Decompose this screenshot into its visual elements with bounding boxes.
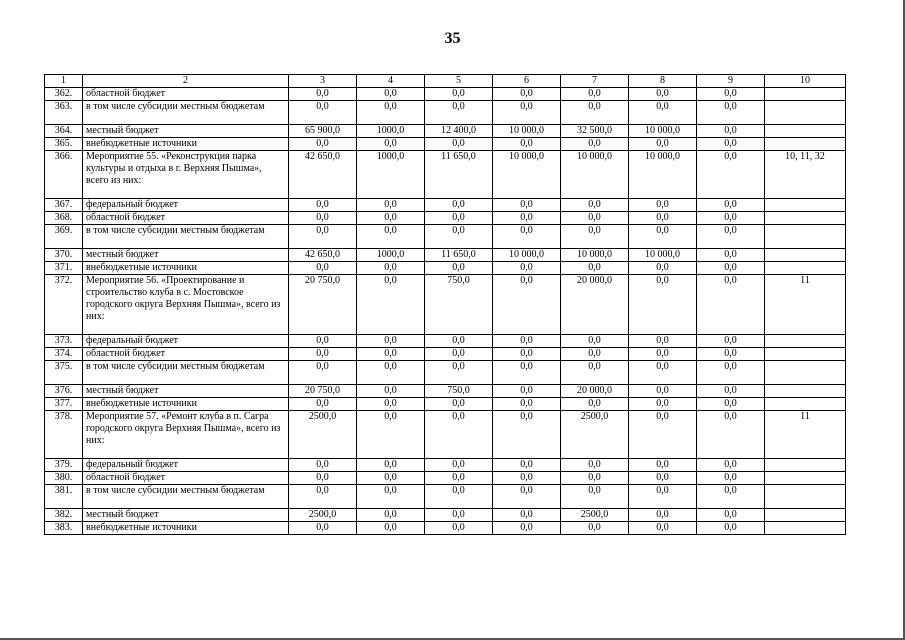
table-row: [45, 398, 846, 411]
year-value: 0,0: [493, 385, 561, 398]
row-description: внебюджетные источники: [83, 398, 289, 411]
year-value: 10 000,0: [629, 151, 697, 199]
year-value: 0,0: [425, 199, 493, 212]
table-row: [45, 385, 846, 398]
total-value: 2500,0: [289, 411, 357, 459]
year-value: 0,0: [629, 348, 697, 361]
target-indicators: [765, 88, 846, 101]
year-value: 0,0: [357, 138, 425, 151]
year-value: 0,0: [629, 509, 697, 522]
column-header: 1: [45, 75, 83, 88]
row-description: местный бюджет: [83, 509, 289, 522]
year-value: 0,0: [697, 361, 765, 385]
year-value: 0,0: [425, 262, 493, 275]
table-row: [45, 509, 846, 522]
total-value: 0,0: [289, 88, 357, 101]
table-row: [45, 348, 846, 361]
total-value: 0,0: [289, 138, 357, 151]
target-indicators: [765, 361, 846, 385]
year-value: 1000,0: [357, 151, 425, 199]
total-value: 0,0: [289, 485, 357, 509]
year-value: 0,0: [493, 522, 561, 535]
year-value: 0,0: [629, 212, 697, 225]
year-value: 0,0: [561, 459, 629, 472]
table-body: [45, 88, 846, 535]
row-number: 380.: [45, 472, 83, 485]
year-value: 0,0: [493, 101, 561, 125]
total-value: 0,0: [289, 459, 357, 472]
target-indicators: 10, 11, 32: [765, 151, 846, 199]
year-value: 0,0: [697, 385, 765, 398]
total-value: 20 750,0: [289, 275, 357, 335]
year-value: 0,0: [425, 88, 493, 101]
year-value: 0,0: [357, 361, 425, 385]
year-value: 0,0: [697, 151, 765, 199]
total-value: 0,0: [289, 348, 357, 361]
row-description: в том числе субсидии местным бюджетам: [83, 101, 289, 125]
year-value: 0,0: [697, 459, 765, 472]
year-value: 0,0: [425, 509, 493, 522]
year-value: 750,0: [425, 385, 493, 398]
total-value: 0,0: [289, 212, 357, 225]
year-value: 2500,0: [561, 509, 629, 522]
year-value: 0,0: [357, 225, 425, 249]
year-value: 0,0: [357, 275, 425, 335]
target-indicators: [765, 199, 846, 212]
table-row: [45, 335, 846, 348]
row-description: местный бюджет: [83, 125, 289, 138]
year-value: 0,0: [629, 101, 697, 125]
year-value: 0,0: [561, 361, 629, 385]
year-value: 0,0: [697, 262, 765, 275]
year-value: 0,0: [425, 485, 493, 509]
year-value: 10 000,0: [561, 249, 629, 262]
year-value: 0,0: [561, 212, 629, 225]
table-row: [45, 275, 846, 335]
total-value: 42 650,0: [289, 249, 357, 262]
row-description: федеральный бюджет: [83, 459, 289, 472]
year-value: 0,0: [561, 101, 629, 125]
year-value: 0,0: [697, 275, 765, 335]
year-value: 11 650,0: [425, 151, 493, 199]
total-value: 2500,0: [289, 509, 357, 522]
year-value: 0,0: [357, 411, 425, 459]
column-header: 4: [357, 75, 425, 88]
row-number: 369.: [45, 225, 83, 249]
row-description: в том числе субсидии местным бюджетам: [83, 361, 289, 385]
year-value: 10 000,0: [493, 249, 561, 262]
year-value: 0,0: [493, 398, 561, 411]
row-description: в том числе субсидии местным бюджетам: [83, 225, 289, 249]
row-number: 367.: [45, 199, 83, 212]
total-value: 0,0: [289, 398, 357, 411]
year-value: 0,0: [697, 472, 765, 485]
row-number: 375.: [45, 361, 83, 385]
page-number: 35: [444, 30, 461, 47]
row-description: внебюджетные источники: [83, 522, 289, 535]
row-number: 377.: [45, 398, 83, 411]
column-header: 6: [493, 75, 561, 88]
year-value: 0,0: [493, 275, 561, 335]
row-description: областной бюджет: [83, 348, 289, 361]
target-indicators: [765, 485, 846, 509]
year-value: 0,0: [629, 88, 697, 101]
column-header: 7: [561, 75, 629, 88]
year-value: 0,0: [697, 509, 765, 522]
year-value: 0,0: [493, 335, 561, 348]
table-row: [45, 88, 846, 101]
total-value: 0,0: [289, 101, 357, 125]
year-value: 0,0: [629, 199, 697, 212]
year-value: 0,0: [697, 101, 765, 125]
year-value: 0,0: [561, 199, 629, 212]
year-value: 0,0: [561, 348, 629, 361]
row-description: Мероприятие 57. «Ремонт клуба в п. Сагра городского округа Верхняя Пышма», всего из них:: [83, 411, 289, 459]
target-indicators: [765, 398, 846, 411]
year-value: 0,0: [425, 361, 493, 385]
year-value: 0,0: [629, 411, 697, 459]
column-header: 3: [289, 75, 357, 88]
target-indicators: 11: [765, 411, 846, 459]
year-value: 0,0: [629, 138, 697, 151]
year-value: 0,0: [425, 398, 493, 411]
row-number: 372.: [45, 275, 83, 335]
year-value: 0,0: [629, 275, 697, 335]
year-value: 0,0: [697, 88, 765, 101]
total-value: 0,0: [289, 522, 357, 535]
column-header: 10: [765, 75, 846, 88]
year-value: 11 650,0: [425, 249, 493, 262]
year-value: 0,0: [493, 348, 561, 361]
year-value: 0,0: [357, 199, 425, 212]
year-value: 20 000,0: [561, 385, 629, 398]
row-number: 366.: [45, 151, 83, 199]
year-value: 0,0: [493, 472, 561, 485]
year-value: 0,0: [493, 212, 561, 225]
total-value: 0,0: [289, 262, 357, 275]
row-description: внебюджетные источники: [83, 138, 289, 151]
year-value: 0,0: [357, 522, 425, 535]
year-value: 0,0: [561, 522, 629, 535]
row-number: 378.: [45, 411, 83, 459]
table-row: [45, 125, 846, 138]
year-value: 0,0: [629, 472, 697, 485]
table-row: [45, 361, 846, 385]
year-value: 0,0: [425, 225, 493, 249]
year-value: 0,0: [425, 522, 493, 535]
year-value: 0,0: [493, 138, 561, 151]
year-value: 0,0: [697, 398, 765, 411]
row-number: 382.: [45, 509, 83, 522]
target-indicators: [765, 472, 846, 485]
year-value: 0,0: [357, 101, 425, 125]
year-value: 0,0: [493, 88, 561, 101]
row-description: в том числе субсидии местным бюджетам: [83, 485, 289, 509]
row-number: 374.: [45, 348, 83, 361]
year-value: 750,0: [425, 275, 493, 335]
year-value: 10 000,0: [493, 151, 561, 199]
year-value: 0,0: [493, 485, 561, 509]
target-indicators: [765, 348, 846, 361]
year-value: 0,0: [697, 411, 765, 459]
total-value: 20 750,0: [289, 385, 357, 398]
year-value: 2500,0: [561, 411, 629, 459]
year-value: 0,0: [629, 225, 697, 249]
year-value: 0,0: [493, 509, 561, 522]
row-number: 364.: [45, 125, 83, 138]
total-value: 42 650,0: [289, 151, 357, 199]
year-value: 0,0: [697, 485, 765, 509]
year-value: 0,0: [425, 459, 493, 472]
table-row: [45, 199, 846, 212]
year-value: 0,0: [561, 485, 629, 509]
year-value: 0,0: [629, 485, 697, 509]
year-value: 0,0: [697, 199, 765, 212]
year-value: 0,0: [697, 335, 765, 348]
year-value: 0,0: [357, 335, 425, 348]
year-value: 0,0: [493, 199, 561, 212]
target-indicators: [765, 459, 846, 472]
year-value: 0,0: [629, 361, 697, 385]
year-value: 0,0: [493, 225, 561, 249]
row-description: федеральный бюджет: [83, 199, 289, 212]
year-value: 10 000,0: [493, 125, 561, 138]
row-number: 370.: [45, 249, 83, 262]
year-value: 0,0: [697, 249, 765, 262]
row-description: внебюджетные источники: [83, 262, 289, 275]
row-number: 376.: [45, 385, 83, 398]
total-value: 0,0: [289, 225, 357, 249]
total-value: 0,0: [289, 199, 357, 212]
row-number: 368.: [45, 212, 83, 225]
column-header: 9: [697, 75, 765, 88]
row-description: федеральный бюджет: [83, 335, 289, 348]
target-indicators: [765, 509, 846, 522]
year-value: 0,0: [425, 101, 493, 125]
year-value: 0,0: [357, 212, 425, 225]
year-value: 0,0: [357, 509, 425, 522]
target-indicators: [765, 385, 846, 398]
year-value: 0,0: [629, 522, 697, 535]
year-value: 1000,0: [357, 249, 425, 262]
year-value: 0,0: [493, 262, 561, 275]
year-value: 0,0: [629, 398, 697, 411]
year-value: 0,0: [561, 88, 629, 101]
year-value: 0,0: [425, 212, 493, 225]
year-value: 0,0: [357, 348, 425, 361]
total-value: 0,0: [289, 335, 357, 348]
column-header: 5: [425, 75, 493, 88]
year-value: 0,0: [357, 472, 425, 485]
row-number: 362.: [45, 88, 83, 101]
year-value: 0,0: [425, 335, 493, 348]
row-number: 383.: [45, 522, 83, 535]
target-indicators: [765, 225, 846, 249]
year-value: 0,0: [561, 335, 629, 348]
year-value: 10 000,0: [629, 249, 697, 262]
table-row: [45, 249, 846, 262]
year-value: 0,0: [629, 335, 697, 348]
row-description: областной бюджет: [83, 472, 289, 485]
year-value: 0,0: [629, 262, 697, 275]
year-value: 0,0: [425, 138, 493, 151]
year-value: 0,0: [493, 361, 561, 385]
column-header: 2: [83, 75, 289, 88]
year-value: 1000,0: [357, 125, 425, 138]
year-value: 12 400,0: [425, 125, 493, 138]
table-row: [45, 485, 846, 509]
year-value: 0,0: [357, 88, 425, 101]
year-value: 0,0: [697, 225, 765, 249]
target-indicators: [765, 249, 846, 262]
table-row: [45, 459, 846, 472]
year-value: 0,0: [561, 138, 629, 151]
row-description: местный бюджет: [83, 385, 289, 398]
row-number: 381.: [45, 485, 83, 509]
year-value: 0,0: [425, 411, 493, 459]
total-value: 0,0: [289, 472, 357, 485]
row-number: 371.: [45, 262, 83, 275]
table-header-row: [45, 75, 846, 88]
table-row: [45, 472, 846, 485]
year-value: 0,0: [697, 125, 765, 138]
target-indicators: [765, 125, 846, 138]
column-header: 8: [629, 75, 697, 88]
total-value: 0,0: [289, 361, 357, 385]
row-number: 363.: [45, 101, 83, 125]
year-value: 10 000,0: [629, 125, 697, 138]
table-row: [45, 225, 846, 249]
row-description: областной бюджет: [83, 88, 289, 101]
row-number: 373.: [45, 335, 83, 348]
year-value: 0,0: [697, 138, 765, 151]
year-value: 0,0: [561, 398, 629, 411]
year-value: 32 500,0: [561, 125, 629, 138]
year-value: 0,0: [425, 472, 493, 485]
target-indicators: [765, 335, 846, 348]
year-value: 0,0: [561, 472, 629, 485]
target-indicators: [765, 262, 846, 275]
year-value: 0,0: [629, 385, 697, 398]
year-value: 0,0: [629, 459, 697, 472]
year-value: 0,0: [357, 385, 425, 398]
row-number: 365.: [45, 138, 83, 151]
year-value: 0,0: [561, 262, 629, 275]
year-value: 0,0: [493, 411, 561, 459]
row-number: 379.: [45, 459, 83, 472]
year-value: 0,0: [697, 348, 765, 361]
year-value: 0,0: [357, 262, 425, 275]
target-indicators: [765, 522, 846, 535]
year-value: 0,0: [357, 398, 425, 411]
year-value: 0,0: [357, 485, 425, 509]
table-row: [45, 262, 846, 275]
budget-table: [44, 74, 846, 535]
year-value: 0,0: [697, 522, 765, 535]
row-description: Мероприятие 55. «Реконструкция парка культуры и отдыха в г. Верхняя Пышма», всего из них:: [83, 151, 289, 199]
target-indicators: [765, 138, 846, 151]
year-value: 0,0: [697, 212, 765, 225]
table-row: [45, 522, 846, 535]
year-value: 0,0: [357, 459, 425, 472]
row-description: областной бюджет: [83, 212, 289, 225]
year-value: 10 000,0: [561, 151, 629, 199]
table-row: [45, 101, 846, 125]
table-row: [45, 411, 846, 459]
target-indicators: [765, 101, 846, 125]
year-value: 0,0: [425, 348, 493, 361]
target-indicators: [765, 212, 846, 225]
table-row: [45, 138, 846, 151]
target-indicators: 11: [765, 275, 846, 335]
total-value: 65 900,0: [289, 125, 357, 138]
row-description: местный бюджет: [83, 249, 289, 262]
table-row: [45, 212, 846, 225]
table-row: [45, 151, 846, 199]
row-description: Мероприятие 56. «Проектирование и строительство клуба в с. Мостовское городского округа Верхняя Пышма», всего из них:: [83, 275, 289, 335]
year-value: 0,0: [493, 459, 561, 472]
year-value: 0,0: [561, 225, 629, 249]
year-value: 20 000,0: [561, 275, 629, 335]
